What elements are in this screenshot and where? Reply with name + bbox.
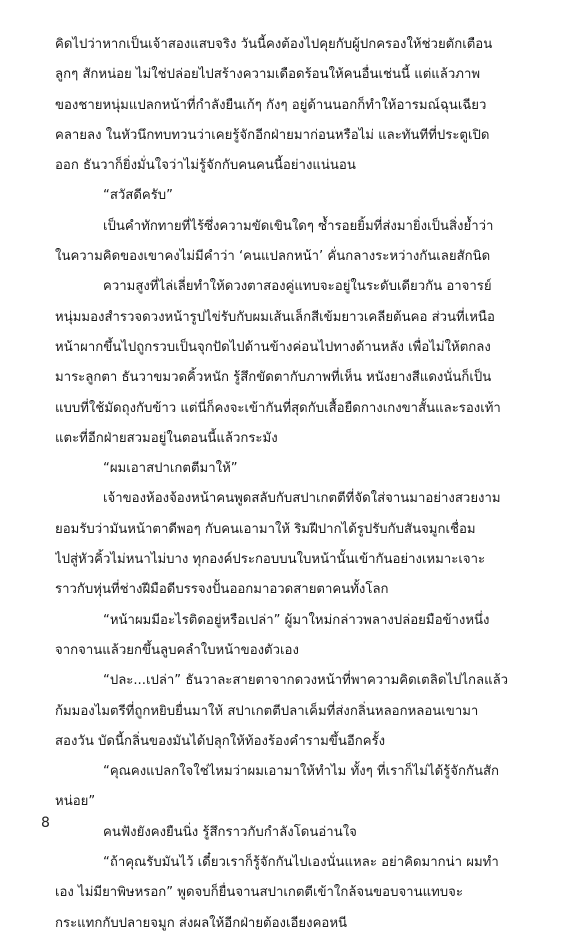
text-line: เอง ไม่มียาพิษหรอก” พูดจบก็ยื่นจานสปาเกตตีเข้าใกล้จนขอบจานแทบจะ — [55, 885, 463, 901]
text-line: ไปสู่หัวคิ้วไม่หนาไม่บาง ทุกองค์ประกอบบนใบหน้านั้นเข้ากันอย่างเหมาะเจาะ — [55, 552, 486, 568]
text-line: ออก ธันวาก็ยิ่งมั่นใจว่าไม่รู้จักกับคนคนนี้อย่างแน่นอน — [55, 158, 356, 174]
text-line: ยอมรับว่ามันหน้าตาดีพอๆ กับคนเอามาให้ ริมฝีปากได้รูปรับกับสันจมูกเชื่อม — [55, 521, 476, 537]
text-line: เจ้าของห้องจ้องหน้าคนพูดสลับกับสปาเกตตีที่จัดใส่จานมาอย่างสวยงาม — [103, 491, 501, 507]
text-line: ลูกๆ สักหน่อย ไม่ใช่ปล่อยไปสร้างความเดือดร้อนให้คนอื่นเช่นนี้ แต่แล้วภาพ — [55, 67, 481, 83]
page-number: 8 — [41, 815, 50, 831]
text-line: สองวัน บัดนี้กลิ่นของมันได้ปลุกให้ท้องร้องคำรามขึ้นอีกครั้ง — [55, 733, 386, 749]
text-line: “ผมเอาสปาเกตตีมาให้” — [103, 461, 238, 477]
body-text — [55, 30, 515, 939]
text-line: จากจานแล้วยกขึ้นลูบคลำใบหน้าของตัวเอง — [55, 642, 299, 658]
text-line: ในความคิดของเขาคงไม่มีคำว่า ‘คนแปลกหน้า’ คั่นกลางระหว่างกันเลยสักนิด — [55, 249, 491, 265]
text-line: หน้าผากขึ้นไปถูกรวบเป็นจุกปัดไปด้านข้างค่อนไปทางด้านหลัง เพื่อไม่ให้ตกลง — [55, 339, 491, 355]
text-line: แบบที่ใช้มัดถุงกับข้าว แต่นี่ก็คงจะเข้ากันที่สุดกับเสื้อยืดกางเกงขาสั้นและรองเท้า — [55, 400, 501, 416]
text-line: แตะที่อีกฝ่ายสวมอยู่ในตอนนี้แล้วกระมัง — [55, 430, 278, 446]
text-line: หนุ่มมองสำรวจดวงหน้ารูปไข่รับกับผมเส้นเล็กสีเข้มยาวเคลียต้นคอ ส่วนที่เหนือ — [55, 309, 495, 325]
text-line: เป็นคำทักทายที่ไร้ซึ่งความขัดเขินใดๆ ซ้ำรอยยิ้มที่ส่งมายิ่งเป็นสิ่งย้ำว่า — [103, 218, 494, 234]
text-line: ราวกับหุ่นที่ช่างฝีมือดีบรรจงปั้นออกมาอวดสายตาคนทั้งโลก — [55, 582, 389, 598]
text-line: ความสูงที่ไล่เลี่ยทำให้ดวงตาสองคู่แทบจะอยู่ในระดับเดียวกัน อาจารย์ — [103, 279, 492, 295]
text-line: “ปละ...เปล่า” ธันวาละสายตาจากดวงหน้าที่พาความคิดเตลิดไปไกลแล้ว — [103, 673, 509, 689]
text-line: กระแทกกับปลายจมูก ส่งผลให้อีกฝ่ายต้องเอียงคอหนี — [55, 915, 348, 931]
text-line: “สวัสดีครับ” — [103, 188, 174, 204]
text-line: คนฟังยังคงยืนนิ่ง รู้สึกราวกับกำลังโดนอ่านใจ — [103, 824, 357, 840]
text-line: คิดไปว่าหากเป็นเจ้าสองแสบจริง วันนี้คงต้องไปคุยกับผู้ปกครองให้ช่วยตักเตือน — [55, 37, 493, 52]
text-line: “คุณคงแปลกใจใช่ไหมว่าผมเอามาให้ทำไม ทั้งๆ ที่เราก็ไม่ได้รู้จักกันสัก — [103, 764, 499, 780]
text-line: ก้มมองไมตรีที่ถูกหยิบยื่นมาให้ สปาเกตตีปลาเค็มที่ส่งกลิ่นหลอกหลอนเขามา — [55, 703, 479, 719]
text-line: หน่อย” — [55, 794, 96, 810]
text-line: “หน้าผมมีอะไรติดอยู่หรือเปล่า” ผู้มาใหม่กล่าวพลางปล่อยมือข้างหนึ่ง — [103, 612, 490, 628]
text-line: คลายลง ในหัวนึกทบทวนว่าเคยรู้จักอีกฝ่ายมาก่อนหรือไม่ และทันทีที่ประตูเปิด — [55, 127, 490, 143]
text-line: ของชายหนุ่มแปลกหน้าที่กำลังยืนเก้ๆ กังๆ อยู่ด้านนอกก็ทำให้อารมณ์ฉุนเฉียว — [55, 97, 487, 113]
text-line: “ถ้าคุณรับมันไว้ เดี๋ยวเราก็รู้จักกันไปเองนั่นแหละ อย่าคิดมากน่า ผมทำ — [103, 855, 499, 871]
text-line: มาระลูกตา ธันวาขมวดคิ้วหนัก รู้สึกขัดตากับภาพที่เห็น หนังยางสีแดงนั่นก็เป็น — [55, 370, 492, 386]
